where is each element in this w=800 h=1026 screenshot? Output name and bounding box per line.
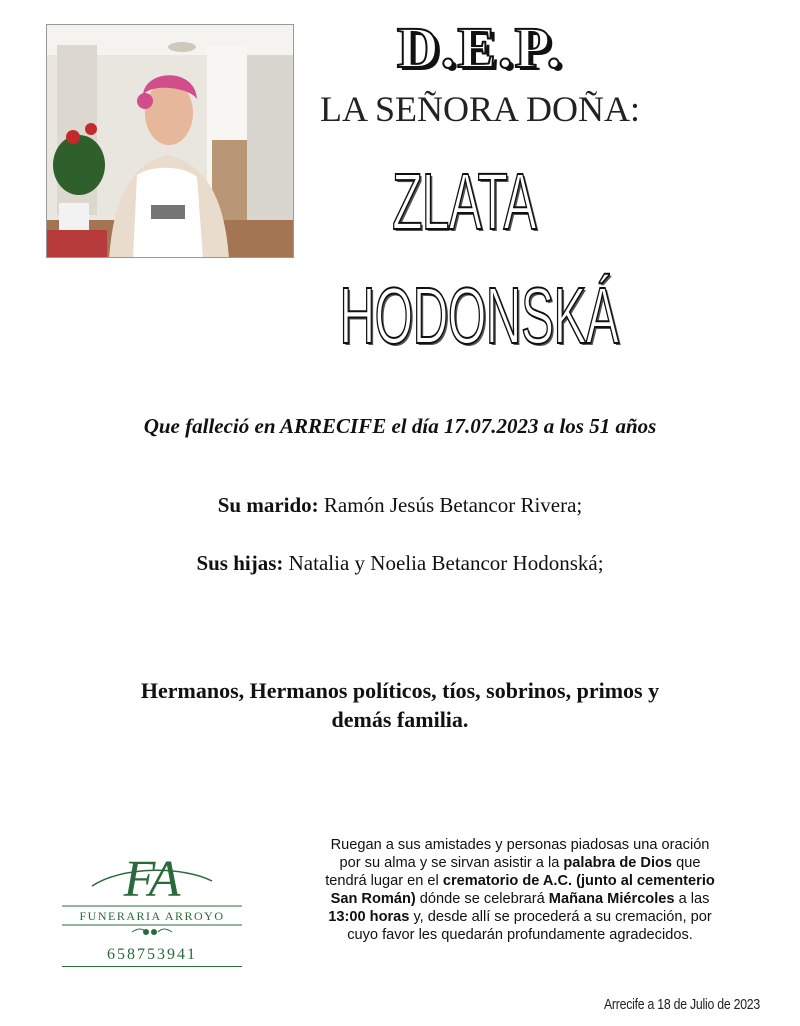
husband-label: Su marido: [217, 493, 319, 517]
logo-name: FUNERARIA ARROYO [79, 909, 225, 923]
death-info: Que falleció en ARRECIFE el día 17.07.2023 a los 51 años [143, 414, 657, 438]
dep-heading: D.E.P. [396, 15, 564, 80]
family-line: Hermanos, Hermanos políticos, tíos, sobrinos, primos y demás familia. [140, 678, 660, 732]
prayer-text: Ruegan a sus amistades y personas piadosas una oración por su alma y se sirvan asistir a la palabra de Dios que tendrá lugar en el crematorio de A.C. (junto al cementerio San Román) dónde se celebrará Mañana Miércoles a las 13:00 horas y, desde allí se procederá a su cremación, por cuyo favor les quedarán profundamente agradecidos. [325, 837, 715, 943]
daughters-label: Sus hijas: [196, 551, 284, 575]
daughters-names: Natalia y Noelia Betancor Hodonská; [283, 551, 604, 575]
daughters-line [0, 551, 800, 576]
husband-name: Ramón Jesús Betancor Rivera; [318, 493, 583, 517]
deceased-last-name: HODONSKÁ [339, 271, 619, 360]
husband-line [0, 493, 800, 518]
title-line: LA SEÑORA DOÑA: [319, 89, 641, 129]
funeral-home-phone: 658753941 [62, 946, 242, 967]
deceased-first-name: ZLATA [392, 157, 536, 246]
logo-monogram: FA [123, 851, 181, 908]
signature-date: Arrecife a 18 de Julio de 2023 [603, 996, 760, 1013]
funeral-home-logo [62, 846, 242, 946]
